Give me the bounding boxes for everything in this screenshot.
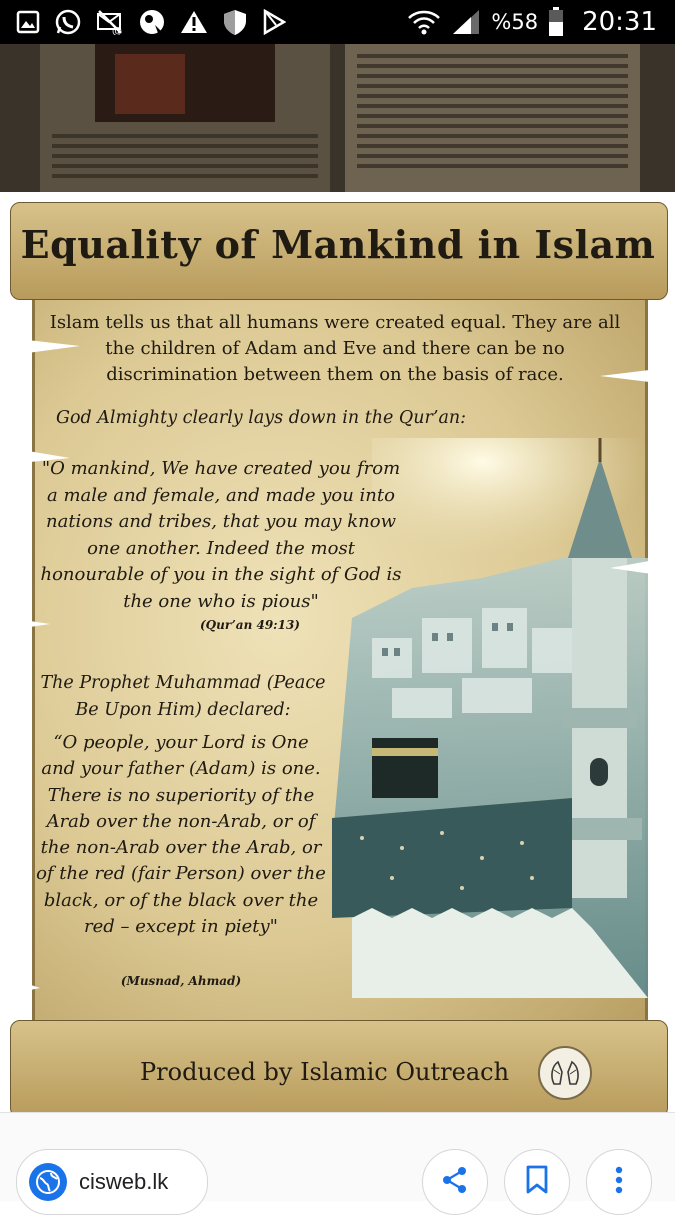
poster-intro-text: Islam tells us that all humans were created equal. They are all the children of Adam and Eve and there can be no discrimination between them on the basis of race.	[49, 312, 621, 385]
background-left-page	[40, 44, 330, 192]
source-domain-label: cisweb.lk	[79, 1169, 169, 1194]
more-options-button[interactable]	[586, 1149, 652, 1215]
quran-lead-text: God Almighty clearly lays down in the Qur’an:	[56, 408, 467, 428]
shield-icon	[222, 8, 248, 36]
prophet-citation: (Musnad, Ahmad)	[120, 974, 242, 988]
torn-edge-right	[590, 358, 666, 598]
image-viewer-bottom-bar	[0, 1112, 675, 1201]
signal-icon	[451, 8, 481, 36]
quran-citation: (Qur’an 49:13)	[200, 618, 300, 632]
play-store-icon	[262, 9, 286, 35]
quran-quote: "O mankind, We have created you from a male and female, and made you into nations and tribes, that you may know one another. Indeed the most honourable of you in the sight of God is the one who is pious"	[40, 458, 402, 612]
background-photo	[95, 44, 275, 122]
settings-icon	[138, 8, 166, 36]
warning-icon	[180, 9, 208, 35]
wifi-icon	[407, 8, 441, 36]
poster-footer-credit: Produced by Islamic Outreach	[140, 1058, 510, 1086]
share-button[interactable]	[422, 1149, 488, 1215]
bookmark-button[interactable]	[504, 1149, 570, 1215]
battery-icon	[548, 7, 564, 37]
praying-hands-logo	[538, 1046, 592, 1100]
more-vertical-icon	[614, 1165, 624, 1199]
prophet-lead-text: The Prophet Muhammad (Peace Be Upon Him) declared:	[40, 673, 326, 720]
svg-text:@: @	[112, 26, 122, 35]
poster-title: Equality of Mankind in Islam	[20, 222, 656, 267]
background-previous-image	[0, 44, 675, 192]
globe-icon	[29, 1163, 67, 1201]
poster-image[interactable]	[10, 198, 666, 1120]
source-link-chip[interactable]	[16, 1149, 208, 1215]
background-right-page	[345, 44, 640, 192]
gallery-icon	[16, 10, 40, 34]
share-icon	[440, 1165, 470, 1199]
clock: 20:31	[582, 7, 657, 37]
bookmark-icon	[525, 1165, 549, 1199]
status-bar	[0, 0, 675, 44]
whatsapp-icon	[54, 8, 82, 36]
prophet-quote: “O people, your Lord is One and your father (Adam) is one. There is no superiority of the Arab over the non-Arab, or of the non-Arab over the Arab, or of the red (fair Person) over the black, or of the black over the red – except in piety"	[36, 732, 326, 938]
no-email-icon	[96, 9, 124, 35]
battery-percentage: %58	[491, 10, 539, 34]
